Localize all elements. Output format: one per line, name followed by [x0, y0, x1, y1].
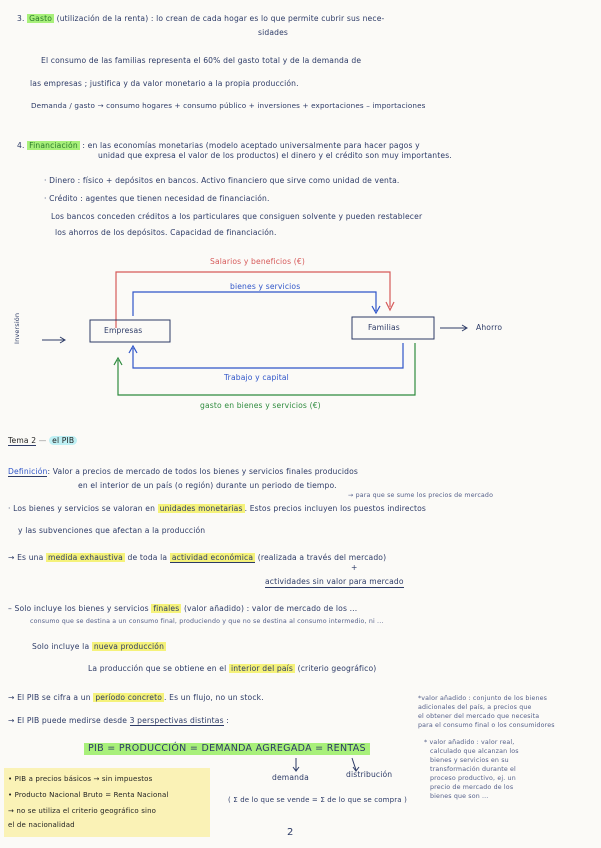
yellow-note-line2: • Producto Nacional Bruto = Renta Nacional	[8, 791, 169, 799]
sec3-term-highlight: Gasto	[29, 14, 52, 23]
pib-definition-note: → para que se sume los precios de mercado	[348, 492, 494, 499]
pib-bullet2-b: de toda la	[127, 553, 168, 562]
pib-bullet1-cont: y las subvenciones que afectan a la producción	[18, 526, 206, 535]
equation-distribucion-label: distribución	[346, 770, 393, 779]
sec4-line4: los ahorros de los depósitos. Capacidad de financiación.	[55, 228, 277, 237]
pib-bullet2-highlight2: actividad económica	[171, 553, 254, 562]
pib-bullet7-a: → El PIB puede medirse desde	[8, 716, 128, 725]
sec4-number: 4.	[17, 141, 25, 150]
pib-bullet2-highlight1: medida exhaustiva	[48, 553, 123, 562]
diagram-trabajo-label: Trabajo y capital	[224, 373, 289, 382]
tema-heading: Tema 2 — el PIB	[8, 436, 77, 446]
pib-definition-label: Definición	[8, 467, 48, 476]
pib-bullet7-b: :	[226, 716, 229, 725]
equation-sum: ( Σ de lo que se vende = Σ de lo que se compra )	[228, 796, 407, 804]
side-note-8: transformación durante el	[430, 766, 516, 773]
pib-bullet3-note: consumo que se destina a un consumo final, produciendo y que no se destina al consumo intermedio, ni ...	[30, 618, 384, 625]
side-note-7: bienes y servicios en su	[430, 757, 509, 764]
side-note-3: el obtener del mercado que necesita	[418, 713, 540, 720]
sec3-line3: las empresas ; justifica y da valor monetario a la propia producción.	[30, 79, 299, 88]
page-number: 2	[287, 827, 294, 838]
equation-demanda-label: demanda	[272, 773, 309, 782]
pib-equation: PIB = PRODUCCIÓN = DEMANDA AGREGADA = RENTAS	[84, 743, 370, 755]
sec4-line3: Los bancos conceden créditos a los particulares que consiguen solvente y pueden restablecer	[51, 212, 423, 221]
pib-bullet3-b: (valor añadido) : valor de mercado de los ...	[183, 604, 358, 613]
diagram-empresas-label: Empresas	[104, 326, 143, 335]
side-note-2: adicionales del país, a precios que	[418, 704, 532, 711]
diagram-bienes-label: bienes y servicios	[230, 282, 301, 291]
tema-topic-highlight: el PIB	[49, 436, 77, 445]
pib-bullet6-a: → El PIB se cifra a un	[8, 693, 91, 702]
diagram-ahorro-label: Ahorro	[476, 323, 503, 332]
tema-title: Tema 2	[8, 436, 37, 445]
pib-definition-text: : Valor a precios de mercado de todos los bienes y servicios finales producidos	[47, 467, 358, 476]
pib-bullet1-b: . Estos precios incluyen los puestos indirectos	[244, 504, 426, 513]
pib-bullet5-a: La producción que se obtiene en el	[88, 664, 227, 673]
pib-bullet3-highlight: finales	[153, 604, 180, 613]
side-note-9: proceso productivo, ej. un	[430, 775, 516, 782]
yellow-note-line4: el de nacionalidad	[8, 821, 75, 829]
sec3-definition: (utilización de la renta) : lo crean de cada hogar es lo que permite cubrir sus nece-	[56, 14, 385, 23]
pib-bullet5-highlight: interior del país	[230, 664, 294, 673]
yellow-note-line3: → no se utiliza el criterio geográfico sino	[8, 807, 157, 815]
yellow-note	[4, 768, 210, 837]
side-note-5: * valor añadido : valor real,	[424, 739, 515, 746]
side-note-1: *valor añadido : conjunto de los bienes	[418, 695, 548, 702]
sec3-line1-cont: sidades	[258, 28, 289, 37]
sec4-term-highlight: Financiación	[29, 141, 78, 150]
pib-bullet1-a: · Los bienes y servicios se valoran en	[8, 504, 156, 513]
side-note-10: precio de mercado de los	[430, 784, 514, 791]
pib-bullet6-highlight: período concreto	[95, 693, 163, 702]
sec3-line2: El consumo de las familias representa el 60% del gasto total y de la demanda de	[41, 56, 362, 65]
pib-bullet2-c: (realizada a través del mercado)	[257, 553, 387, 562]
pib-bullet2-cont: actividades sin valor para mercado	[265, 577, 404, 586]
side-note-11: bienes que son ...	[430, 793, 489, 800]
sec3-number: 3.	[17, 14, 25, 23]
pib-bullet7-underline: 3 perspectivas distintas	[129, 716, 224, 725]
sec4-bullet-credito: · Crédito : agentes que tienen necesidad de financiación.	[44, 194, 270, 203]
pib-bullet5-b: (criterio geográfico)	[297, 664, 377, 673]
pib-definition-line2: en el interior de un país (o región) durante un periodo de tiempo.	[78, 481, 337, 490]
pib-bullet3-a: – Solo incluye los bienes y servicios	[8, 604, 149, 613]
sec4-bullet-dinero: · Dinero : físico + depósitos en bancos. Activo financiero que sirve como unidad de venta.	[44, 176, 400, 185]
side-note-6: calculado que alcanzan los	[430, 748, 519, 755]
diagram-gasto-label: gasto en bienes y servicios (€)	[200, 401, 321, 410]
yellow-note-line1: • PIB a precios básicos → sin impuestos	[8, 775, 153, 783]
side-note-4: para el consumo final o los consumidores	[418, 722, 555, 729]
pib-bullet4-a: Solo incluye la	[32, 642, 90, 651]
diagram-familias-label: Familias	[368, 323, 400, 332]
sec3-line4: Demanda / gasto → consumo hogares + consumo público + inversiones + exportaciones – importaciones	[31, 101, 426, 110]
sec4-line2: unidad que expresa el valor de los productos) el dinero y el crédito son muy importantes.	[98, 151, 452, 160]
diagram-inversion-label: Inversión	[13, 312, 21, 344]
pib-bullet1-highlight: unidades monetarias	[159, 504, 243, 513]
pib-bullet6-b: . Es un flujo, no un stock.	[164, 693, 264, 702]
pib-bullet4-highlight: nueva producción	[93, 642, 165, 651]
diagram-salarios-label: Salarios y beneficios (€)	[210, 257, 305, 266]
sec4-definition: : en las economías monetarias (modelo aceptado universalmente para hacer pagos y	[82, 141, 420, 150]
pib-bullet2-plus: +	[351, 563, 358, 572]
pib-bullet2-a: → Es una	[8, 553, 44, 562]
